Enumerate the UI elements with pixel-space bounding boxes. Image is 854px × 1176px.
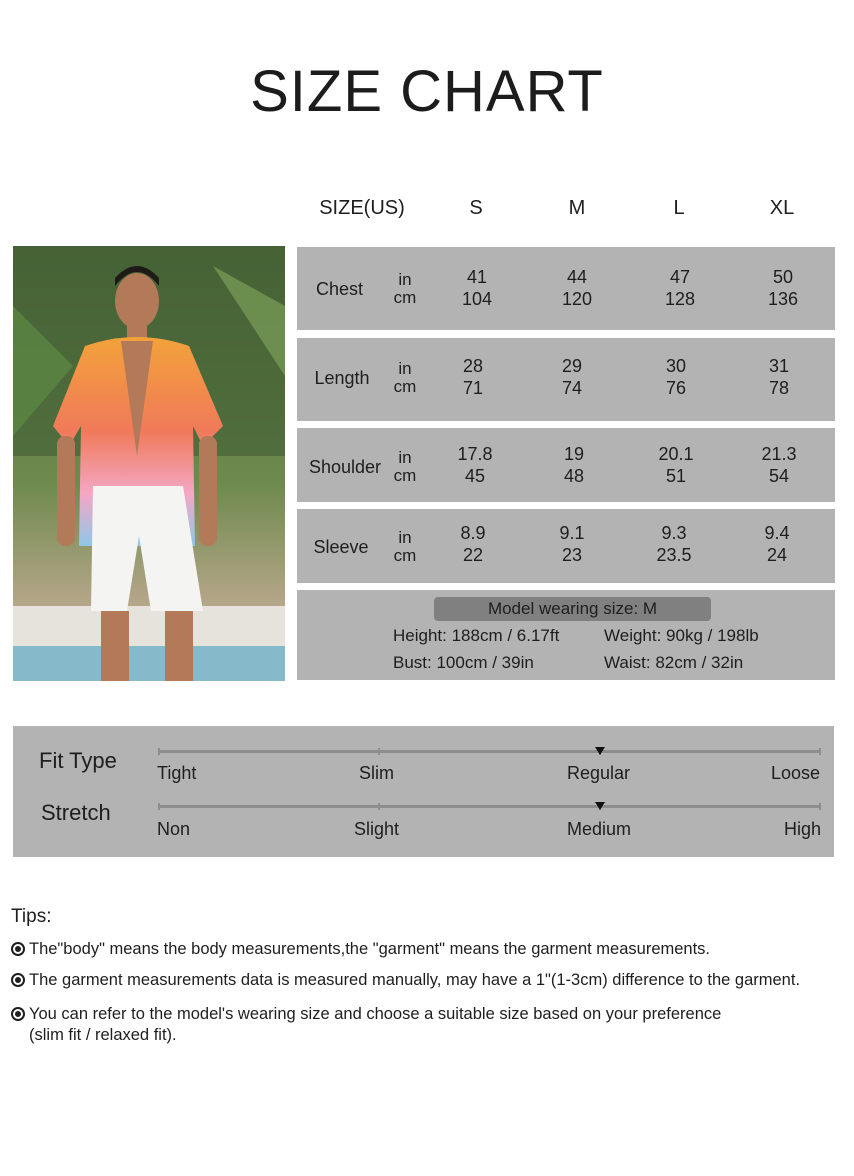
sleeve-m-cm: 23	[561, 545, 583, 565]
chest-m-in: 44	[566, 267, 588, 287]
shoulder-s-cm: 45	[464, 466, 486, 486]
length-xl-in: 31	[768, 356, 790, 376]
bullet-icon	[11, 973, 25, 987]
chest-row	[297, 247, 835, 330]
fit-scale-slim: Slim	[359, 763, 394, 783]
unit-cm: cm	[393, 377, 417, 396]
model-photo	[13, 246, 285, 681]
size-header-m: M	[568, 197, 586, 219]
length-m-cm: 74	[561, 378, 583, 398]
unit-cm: cm	[393, 466, 417, 485]
fit-type-marker-icon	[595, 747, 605, 755]
chest-xl-cm: 136	[767, 289, 799, 309]
stretch-scale-medium: Medium	[567, 819, 632, 839]
length-l-in: 30	[665, 356, 687, 376]
shoulder-s-in: 17.8	[457, 444, 493, 464]
bullet-icon	[11, 942, 25, 956]
stretch-scale-slight: Slight	[354, 819, 400, 839]
unit-cm: cm	[393, 288, 417, 307]
shoulder-m-in: 19	[563, 444, 585, 464]
chest-l-in: 47	[669, 267, 691, 287]
unit-in: in	[398, 359, 412, 378]
sleeve-m-in: 9.1	[559, 523, 585, 543]
stretch-marker-icon	[595, 802, 605, 810]
sleeve-l-in: 9.3	[661, 523, 687, 543]
fit-type-track	[158, 750, 821, 753]
stretch-scale-high: High	[784, 819, 822, 839]
chest-m-cm: 120	[561, 289, 593, 309]
model-height: Height: 188cm / 6.17ft	[393, 626, 560, 645]
sleeve-xl-in: 9.4	[764, 523, 790, 543]
sleeve-s-cm: 22	[462, 545, 484, 565]
model-waist: Waist: 82cm / 32in	[604, 653, 744, 672]
chest-s-in: 41	[466, 267, 488, 287]
shoulder-l-in: 20.1	[658, 444, 694, 464]
length-label: Length	[314, 368, 370, 388]
stretch-scale-non: Non	[157, 819, 191, 839]
stretch-track	[158, 805, 821, 808]
sleeve-row	[297, 509, 835, 583]
shoulder-label: Shoulder	[308, 457, 382, 477]
size-header: SIZE(US)	[319, 197, 405, 219]
tips-title: Tips:	[11, 906, 52, 927]
unit-in: in	[398, 270, 412, 289]
sleeve-label: Sleeve	[313, 537, 369, 557]
stretch-label: Stretch	[41, 800, 111, 825]
tip-item: The"body" means the body measurements,the "garment" means the garment measurements.	[11, 939, 710, 960]
unit-in: in	[398, 448, 412, 467]
model-info-panel	[297, 590, 835, 680]
chest-label: Chest	[315, 279, 364, 299]
size-header-xl: XL	[769, 197, 795, 219]
fit-panel	[13, 726, 834, 857]
model-weight: Weight: 90kg / 198lb	[604, 626, 759, 645]
length-s-in: 28	[462, 356, 484, 376]
length-l-cm: 76	[665, 378, 687, 398]
chest-s-cm: 104	[461, 289, 493, 309]
unit-in: in	[398, 528, 412, 547]
length-s-cm: 71	[462, 378, 484, 398]
shoulder-row	[297, 428, 835, 502]
unit-cm: cm	[393, 546, 417, 565]
model-bust: Bust: 100cm / 39in	[393, 653, 534, 672]
shoulder-l-cm: 51	[665, 466, 687, 486]
shoulder-xl-in: 21.3	[761, 444, 797, 464]
length-row	[297, 338, 835, 421]
page-title: SIZE CHART	[250, 59, 604, 124]
size-header-s: S	[469, 197, 483, 219]
fit-type-label: Fit Type	[39, 748, 117, 773]
chest-xl-in: 50	[772, 267, 794, 287]
length-xl-cm: 78	[768, 378, 790, 398]
model-size-badge: Model wearing size: M	[434, 597, 711, 621]
tip-item: The garment measurements data is measured manually, may have a 1"(1-3cm) difference to the garment.	[11, 970, 800, 991]
sleeve-xl-cm: 24	[766, 545, 788, 565]
bullet-icon	[11, 1007, 25, 1021]
fit-scale-tight: Tight	[157, 763, 197, 783]
size-header-l: L	[673, 197, 685, 219]
shoulder-xl-cm: 54	[768, 466, 790, 486]
fit-scale-loose: Loose	[771, 763, 821, 783]
sleeve-l-cm: 23.5	[656, 545, 692, 565]
tip-item-continuation: (slim fit / relaxed fit).	[29, 1026, 177, 1044]
tip-item: You can refer to the model's wearing size and choose a suitable size based on your preference	[11, 1004, 721, 1025]
shoulder-m-cm: 48	[563, 466, 585, 486]
fit-scale-regular: Regular	[567, 763, 631, 783]
chest-l-cm: 128	[664, 289, 696, 309]
sleeve-s-in: 8.9	[460, 523, 486, 543]
length-m-in: 29	[561, 356, 583, 376]
